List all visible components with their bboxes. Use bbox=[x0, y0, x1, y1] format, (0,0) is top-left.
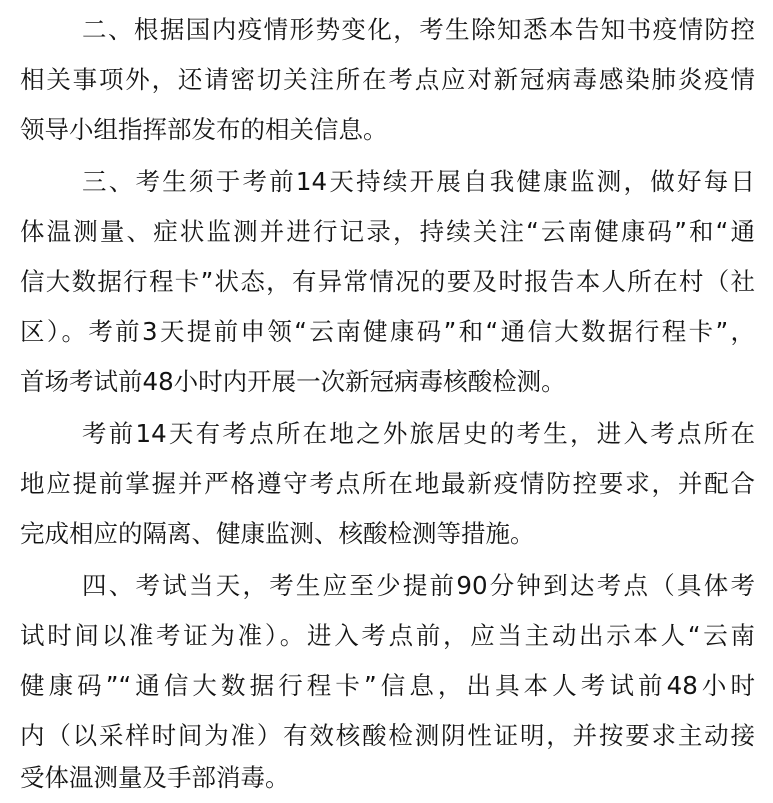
paragraph-3b-line-2: 地应提前掌握并严格遵守考点所在地最新疫情防控要求，并配合 bbox=[20, 469, 755, 498]
paragraph-2-line-1: 二、根据国内疫情形势变化，考生除知悉本告知书疫情防控 bbox=[82, 15, 755, 44]
paragraph-4-line-1: 四、考试当天，考生应至少提前90分钟到达考点（具体考 bbox=[82, 571, 755, 600]
paragraph-4-line-3: 健康码”“通信大数据行程卡”信息，出具本人考试前48小时 bbox=[20, 671, 755, 700]
paragraph-3-line-2: 体温测量、症状监测并进行记录，持续关注“云南健康码”和“通 bbox=[20, 217, 755, 246]
paragraph-3-line-3: 信大数据行程卡”状态，有异常情况的要及时报告本人所在村（社 bbox=[20, 267, 755, 296]
paragraph-4-line-2: 试时间以准考证为准）。进入考点前，应当主动出示本人“云南 bbox=[20, 621, 755, 650]
paragraph-3b-line-1: 考前14天有考点所在地之外旅居史的考生，进入考点所在 bbox=[82, 419, 755, 448]
paragraph-3-line-4: 区）。考前3天提前申领“云南健康码”和“通信大数据行程卡”， bbox=[20, 317, 755, 346]
paragraph-3-line-5: 首场考试前48小时内开展一次新冠病毒核酸检测。 bbox=[20, 367, 566, 396]
paragraph-2-line-3: 领导小组指挥部发布的相关信息。 bbox=[20, 115, 388, 144]
paragraph-4-line-5: 受体温测量及手部消毒。 bbox=[20, 763, 290, 792]
paragraph-4-line-4: 内（以采样时间为准）有效核酸检测阴性证明，并按要求主动接 bbox=[20, 721, 755, 750]
paragraph-3b-line-3: 完成相应的隔离、健康监测、核酸检测等措施。 bbox=[20, 519, 535, 548]
paragraph-3-line-1: 三、考生须于考前14天持续开展自我健康监测，做好每日 bbox=[82, 167, 755, 196]
paragraph-2-line-2: 相关事项外，还请密切关注所在考点应对新冠病毒感染肺炎疫情 bbox=[20, 65, 755, 94]
